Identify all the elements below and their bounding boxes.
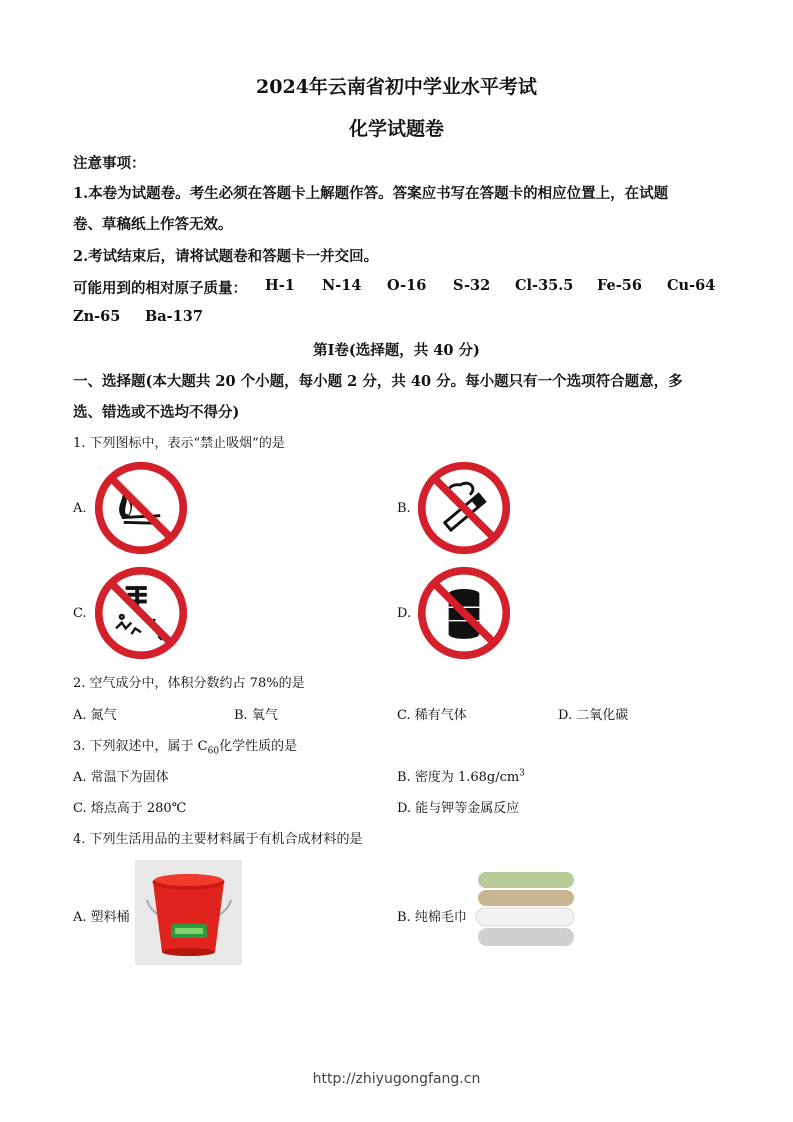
atomic-mass-item: Ba-137 <box>145 308 203 325</box>
q3-option-b-superscript: 3 <box>519 768 525 779</box>
exam-subtitle: 化学试题卷 <box>348 118 444 140</box>
atomic-mass-row-2 <box>73 308 373 328</box>
atomic-mass-item: Zn-65 <box>73 308 121 325</box>
notice-heading: 注意事项： <box>73 155 146 172</box>
notice-item1-line1: 1.本卷为试题卷。考生必须在答题卡上解题作答。答案应书写在答题卡的相应位置上，在试题 <box>73 185 669 202</box>
q1-option-d-label: D. <box>397 606 412 621</box>
q3-option-b-text: B. 密度为 1.68g/cm <box>397 770 520 785</box>
q1-stem: 1. 下列图标中，表示“禁止吸烟”的是 <box>73 436 285 451</box>
no-barrel-sign-icon <box>416 565 512 661</box>
q1-option-a-label: A. <box>73 501 87 516</box>
q4-option-b-label: B. 纯棉毛巾 <box>397 910 467 925</box>
part1-heading: 第Ⅰ卷(选择题，共 40 分) <box>313 342 480 359</box>
q4-option-a-label: A. 塑料桶 <box>73 910 130 925</box>
q3-stem-pre: 3. 下列叙述中，属于 C <box>73 739 208 754</box>
exam-title: 2024年云南省初中学业水平考试 <box>256 76 537 98</box>
no-smoking-sign-icon <box>416 460 512 556</box>
notice-item2: 2.考试结束后，请将试题卷和答题卡一并交回。 <box>73 248 379 265</box>
q2-stem: 2. 空气成分中，体积分数约占 78%的是 <box>73 676 305 691</box>
atomic-mass-item: O-16 <box>387 277 427 294</box>
plastic-bucket-image <box>135 860 242 965</box>
cotton-towels-image <box>474 868 577 952</box>
atomic-mass-item: Cl-35.5 <box>515 277 574 294</box>
q3-stem <box>73 735 297 757</box>
atomic-mass-item: N-14 <box>322 277 362 294</box>
part1-instruction-line1: 一、选择题(本大题共 20 个小题，每小题 2 分，共 40 分。每小题只有一个选项符合题意，多 <box>73 373 683 390</box>
notice-item1-line2: 卷、草稿纸上作答无效。 <box>73 216 233 233</box>
footer-url[interactable]: http://zhiyugongfang.cn <box>312 1071 481 1087</box>
q3-option-a: A. 常温下为固体 <box>73 770 169 785</box>
q3-stem-post: 化学性质的是 <box>219 739 298 754</box>
no-open-flame-sign-icon <box>93 460 189 556</box>
q3-option-b <box>397 766 525 785</box>
q4-stem: 4. 下列生活用品的主要材料属于有机合成材料的是 <box>73 832 363 847</box>
q1-option-c-label: C. <box>73 606 87 621</box>
q3-stem-subscript: 60 <box>207 746 220 757</box>
atomic-mass-label: 可能用到的相对原子质量： <box>73 280 247 297</box>
part1-instruction-line2: 选、错选或不选均不得分) <box>73 404 240 421</box>
atomic-mass-item: Fe-56 <box>597 277 642 294</box>
atomic-mass-row <box>73 277 733 297</box>
q1-option-b-label: B. <box>397 501 411 516</box>
q2-option-a: A. 氮气 <box>73 708 117 723</box>
q2-option-d: D. 二氧化碳 <box>558 708 629 723</box>
q3-option-d: D. 能与钾等金属反应 <box>397 801 520 816</box>
atomic-mass-item: H-1 <box>265 277 295 294</box>
q2-option-b: B. 氧气 <box>234 708 278 723</box>
atomic-mass-item: S-32 <box>453 277 491 294</box>
atomic-mass-item: Cu-64 <box>667 277 716 294</box>
q3-option-c: C. 熔点高于 280℃ <box>73 801 187 816</box>
no-fireworks-sign-icon <box>93 565 189 661</box>
q2-option-c: C. 稀有气体 <box>397 708 467 723</box>
